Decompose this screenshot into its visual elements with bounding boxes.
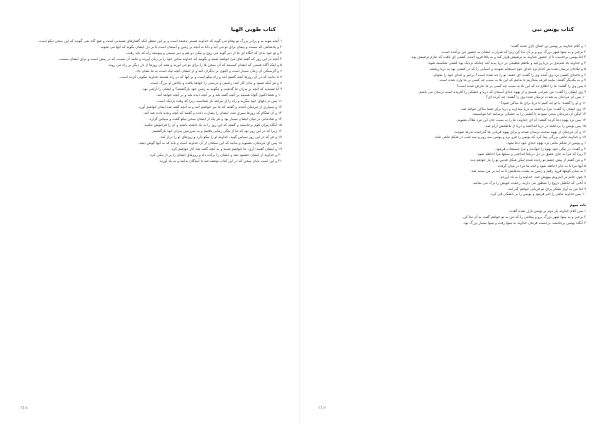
verse-paragraph: ۴ و من گفتم از پیش چشم تو رانده شدم لیکن هیکل قدس تو را باز خواهم دید. bbox=[469, 158, 586, 163]
chapter-heading: باب سوم bbox=[570, 202, 586, 207]
verse-paragraph: ۱۵ آنگاه پیران قوم برخاستند و گفتند که این روز را به یاد داشته باشید و آن را فراموش مکنید. bbox=[143, 123, 282, 127]
verse-paragraph: ۲ و گفت: در تنگی خود یهوه را خواندم و مرا مستجاب فرمود. bbox=[495, 146, 586, 151]
verse-paragraph: ۱۰ پس آن مردمان به شدت ترسان شده وی را گفتند: چه کرده ای؟ bbox=[486, 95, 586, 100]
verse-paragraph: ۴ و خداوند باد شدیدی بر دریا وزانید و تلاطم عظیمی در دریا پدید آمد چنانکه نزدیک بود کشتی شکسته شود. bbox=[427, 61, 586, 66]
left-page-body bbox=[12, 39, 282, 165]
verse-paragraph: ۱ و یونس از شکم ماهی نزد یهوه خدای خود دعا نمود. bbox=[506, 140, 586, 145]
verse-paragraph: ۱۳ لیکن آن مردمان سعی نمودند تا کشتی را به خشکی برسانند اما نتوانستند. bbox=[471, 112, 586, 117]
verse-paragraph: ۷ تا بدانید که در آن روزها آنچه گفتیم آمد و راه نیکو است و بر آنها که در راه هستند خداوند نیکویی کرده است. bbox=[119, 75, 282, 79]
verse-paragraph: ۱۱ و او را گفتند: با تو چه کنیم تا دریا برای ما ساکن شود؟ bbox=[500, 101, 586, 106]
verse-paragraph: ۱ پس کلام خداوند بار دوم بر یونس نازل شده گفت: bbox=[508, 209, 586, 214]
verse-paragraph: ۲ و پادشاهی که نیست و پیمان برای تو می آید و دانا به آنچه بر زمین و آسمان است تا بر دل ایشان بگوید که آنها می شوند. bbox=[99, 45, 282, 49]
right-page bbox=[300, 0, 600, 424]
verse-paragraph: ۸ و هر آنکه شنود و بدان کار کند، راستی و درستی را خواهد یافت و پاداش او بزرگ است. bbox=[149, 81, 282, 85]
verse-paragraph: ۱۵ پس یونس را برداشته در دریا انداختند و دریا از تلاطمش آرام شد. bbox=[484, 123, 586, 128]
verse-paragraph: ۳ آنگاه یونس برخاسته، برحسب فرمان خداوند به نینوا رفت و نینوا بسیار بزرگ بود. bbox=[462, 220, 586, 225]
verse-paragraph: ۱ و کلام خداوند بر یونس بن امتای نازل شده گفت: bbox=[510, 44, 586, 48]
verse-paragraph: ۱۲ و بسیاری از مردمان آمدند و گفتند که ما نیز خواهیم آمد و به آنچه گفته شد ایمان خواهیم آورد. bbox=[137, 105, 282, 109]
verse-paragraph: ۱۴ و شادمانی در میان ایشان بسیار بود و هر یک از ایشان سخن نیکو گفت و سپاس گزارد. bbox=[148, 117, 282, 121]
verse-paragraph: ۹ آیا شنیدید که آنچه بر پدران ما گذشت و چگونه به زمین خود بازگشتند؟ و ایشان را آرامی بود. bbox=[141, 87, 282, 91]
verse-paragraph: ۱۳ و آن هنگام که روزها سپری شد، ایشان را بشارت دادند و گفتند که آنچه وعده داده شد آمد. bbox=[143, 111, 282, 115]
verse-paragraph: ۵ و ملاحان ترسان شده هر کدام نزد خدای خود استغاثه نمودند و اسبابی را که در کشتی بود به دریا ریختند. bbox=[428, 66, 586, 71]
verse-paragraph: ۶ و گرسنگی آن زمان بسیار است و اکنون بر دیگران آمد و از ایشان آنچه نیک است به ما نشان داد. bbox=[135, 69, 282, 73]
verse-paragraph: ۷ و به یکدیگر گفتند: بیایید قرعه بیندازیم تا بدانیم که این بلا به سبب چه کسی بر ما وارد شده است. bbox=[438, 78, 586, 83]
verse-paragraph: ۳ و تو خود بدان که آنگاه ای ما از دیر گونه می روی و نیکی دو هم و دیر نیستی و پیوسته راه که باید رفت. bbox=[125, 51, 282, 55]
verse-paragraph: ۱۶ زیرا که در این روز بود که ما از تنگی رهایی یافتیم و به سرزمین پدران خود بازگشتیم. bbox=[151, 129, 282, 133]
verse-paragraph: ۳ اما یونس برخاست تا از حضور خداوند به ترشیش فرار کند و به یافا فرود آمده، کشتی ای یافت که عازم ترشیش بود. bbox=[410, 55, 586, 60]
verse-paragraph: ۲۱ و این است پایان سخن که در این کتاب نوشته شد تا آیندگان بدانند و به یاد آورند. bbox=[158, 159, 282, 163]
verse-paragraph: ۱۷ و هر که در این روز سپاس گوید، خداوند او را نیکو دارد و روزهای او را دراز کند. bbox=[159, 135, 282, 139]
verse-paragraph: ۹ وی ایشان را گفت: من عبرانی هستم و از یهوه خدای آسمان که دریا و خشکی را آفریده است ترسان می باشم. bbox=[418, 89, 586, 94]
verse-paragraph: ۳ زیرا که مرا به جای عمیق در دل دریاها انداختی و سیلها مرا احاطه نمود. bbox=[476, 152, 586, 157]
verse-paragraph: ۶ و ناخدای کشتی نزد وی آمده وی را گفت: ای خفته، تو را چه شده است؟ برخیز و خدای خود را بخوان. bbox=[432, 72, 586, 77]
verse-paragraph: ۵ و اینک آگاه هستی که ایشان کیستند که آن سخن ها را برای تو می آورند و همه آن روزها از دل دیگر بر راه می روند. bbox=[107, 63, 282, 67]
verse-paragraph: ۱۹ و ایشان گفتند: آری، ما خواهیم شنید و به آنچه گفته شد کار خواهیم کرد. bbox=[170, 147, 282, 151]
verse-paragraph: ۱۸ پس ای مردمان، بشنوید و بدانید که این سخنان از آن خداوند است و باید که به آنها گوش دهید. bbox=[138, 141, 282, 145]
verse-paragraph: ۵ آبها مرا تا به جان احاطه نمود و لجه ها مرا در میان گرفت. bbox=[496, 163, 586, 168]
verse-paragraph: ۱۴ پس نزد یهوه دعا کرده گفتند: آه ای خداوند، ما را به سبب جان این مرد هلاک نشویم. bbox=[456, 118, 586, 123]
right-page-title: کتاب یونس نبی bbox=[531, 27, 574, 33]
verse-paragraph: ۲ برخیز و به نینوا شهر بزرگ برو و بر آن ندا کن زیرا که شرارت ایشان به حضور من برآمده است. bbox=[440, 49, 586, 54]
verse-paragraph: ۱۲ وی ایشان را گفت: مرا برداشته به دریا بیندازید و دریا برای شما ساکن خواهد شد. bbox=[460, 106, 586, 111]
verse-paragraph: ۱ آنچه بتوبه به و برادر بزرگ تو پیغام می گوید که خداوند هستی دهنده است و بر این منظر آنکه گفتارهای شنیدنی است و هیچ گاه نمی گویند که این سخن نیکو است. bbox=[38, 39, 282, 43]
right-page-body bbox=[326, 44, 586, 226]
verse-paragraph: ۴ آنچه در این روز که گفته های مرا خواهید شنید و بگویید که خداوند سخن خود را بر زبان آورده و مانند آن نیست که در پیش است و برای ایشان نیست. bbox=[58, 57, 282, 61]
verse-paragraph: ۲۰ و خداوند از ایشان خشنود شد و ایشان را برکت داد و روزهای ایشان را پر از نیکی کرد. bbox=[148, 153, 282, 157]
right-page-number: 719 bbox=[318, 405, 326, 410]
verse-paragraph: ۷ چون جانم در اندرونم بیهوش شد، خداوند را به یاد آوردم. bbox=[499, 175, 586, 180]
verse-paragraph: ۱۰ پس خداوند ماهی را امر فرمود و یونس را بر خشکی قی کرد. bbox=[489, 192, 586, 197]
verse-paragraph: ۱۱ پس در دلهای خود بنگرید و راه را از بیراهه باز شناسید، زیرا که وقت نزدیک است. bbox=[156, 99, 282, 103]
verse-paragraph: ۱۷ و خداوند ماهی بزرگی پیدا کرد که یونس را فرو برد و یونس سه روز و سه شب در شکم ماهی ماند. bbox=[433, 135, 586, 140]
verse-paragraph: ۲ برخیز و به نینوا شهر بزرگ برو و پیغامی را که من به تو خواهم گفت به آن ندا کن. bbox=[462, 214, 586, 219]
verse-paragraph: ۶ به بنیان کوهها فرود رفتم و زمین به پشت بندهایش تا به ابد بر من بسته شد. bbox=[470, 169, 586, 174]
verse-paragraph: ۸ آنانی که اباطیل دروغ را منظور می دارند، رحمت خویش را ترک می نمایند. bbox=[472, 180, 586, 185]
left-page-title: کتاب طوبی الهیا bbox=[230, 27, 276, 33]
verse-paragraph: ۹ اما من به آواز تشکر برای تو قربانی خواهم گذرانید. bbox=[507, 186, 586, 191]
left-page-number: 718 bbox=[20, 405, 28, 410]
verse-paragraph: ۱۶ و آن مردمان از یهوه سخت ترسان شدند و برای یهوه قربانی ها گذرانیده نذرها نمودند. bbox=[453, 129, 586, 134]
verse-paragraph: ۱۰ و شما اکنون گواه هستید بر آنچه گفته شد و بر آنچه دیده شد و بر آنچه خواهد آمد. bbox=[155, 93, 282, 97]
verse-paragraph: ۸ پس وی را گفتند: ما را اطلاع ده که این بلا به سبب چه کسی بر ما عارض شده است؟ bbox=[456, 83, 586, 88]
